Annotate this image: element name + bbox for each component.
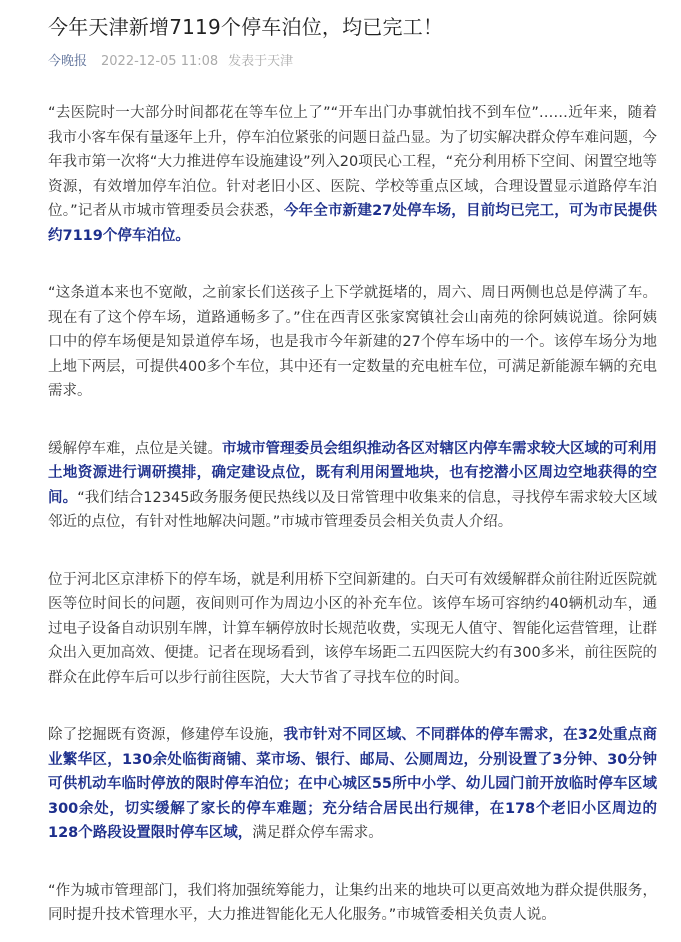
article-paragraph (48, 437, 657, 535)
paragraph-text: “去医院时一大部分时间都花在等车位上了”“开车出门办事就怕找不到车位”……近年来，随着我市小客车保有量逐年上升，停车泊位紧张的问题日益凸显。为了切实解决群众停车难问题，今年我市第一次将“大力推进停车设施建设”列入20项民心工程，“充分利用桥下空间、闲置空地等资源，有效增加停车泊位。针对老旧小区、医院、学校等重点区域，合理设置显示道路停车泊位。”记者从市城市管理委员会获悉， (48, 105, 657, 219)
author-link[interactable]: 今晚报 (48, 54, 88, 69)
paragraph-text: “我们结合12345政务服务便民热线以及日常管理中收集来的信息，寻找停车需求较大区域邻近的点位，有针对性地解决问题。”市城市管理委员会相关负责人介绍。 (48, 489, 658, 530)
highlighted-text: 今年全市新建27处停车场，目前均已完工，可为市民提供约7119个停车泊位。 (48, 203, 657, 244)
article-paragraph (48, 568, 657, 691)
paragraph-text: 满足群众停车需求。 (252, 825, 383, 841)
article-paragraph (48, 101, 657, 248)
article-paragraph (48, 723, 657, 846)
publish-location: 发表于天津 (228, 54, 294, 69)
paragraph-text: “作为城市管理部门，我们将加强统筹能力，让集约出来的地块可以更高效地为群众提供服务，同时提升技术管理水平，大力推进智能化无人化服务。”市城管委相关负责人说。 (48, 882, 657, 923)
paragraph-text: 位于河北区京津桥下的停车场，就是利用桥下空间新建的。白天可有效缓解群众前往附近医院就医等位时间长的问题，夜间则可作为周边小区的补充车位。该停车场可容纳约40辆机动车，通过电子设备自动识别车牌，计算车辆停放时长规范收费，实现无人值守、智能化运营管理，让群众出入更加高效、便捷。记者在现场看到，该停车场距二五四医院大约有300多米，前往医院的群众在此停车后可以步行前往医院，大大节省了寻找车位的时间。 (48, 571, 657, 686)
article-paragraph (48, 281, 657, 404)
paragraph-text: 除了挖掘既有资源，修建停车设施， (48, 727, 284, 743)
article-meta (48, 53, 657, 71)
paragraph-text: “这条道本来也不宽敞，之前家长们送孩子上下学就挺堵的，周六、周日两侧也总是停满了车。现在有了这个停车场，道路通畅多了。”住在西青区张家窝镇社会山南苑的徐阿姨说道。徐阿姨口中的停车场便是知景道停车场，也是我市今年新建的27个停车场中的一个。该停车场分为地上地下两层，可提供400多个车位，其中还有一定数量的充电桩车位，可满足新能源车辆的充电需求。 (48, 285, 657, 399)
article-paragraph (48, 879, 657, 928)
highlighted-text: 我市针对不同区域、不同群体的停车需求，在32处重点商业繁华区，130余处临街商铺、菜市场、银行、邮局、公厕周边，分别设置了3分钟、30分钟可供机动车临时停放的限时停车泊位；在中心城区55所中小学、幼儿园门前开放临时停车区域300余处，切实缓解了家长的停车难题；充分结合居民出行规律，在178个老旧小区周边的128个路段设置限时停车区域， (48, 727, 657, 841)
highlighted-text: 市城市管理委员会组织推动各区对辖区内停车需求较大区域的可利用土地资源进行调研摸排，确定建设点位，既有利用闲置地块，也有挖潜小区周边空地获得的空间。 (48, 440, 657, 506)
article-body (48, 101, 657, 928)
article-title: 今年天津新增7119个停车泊位，均已完工！ (48, 15, 444, 39)
paragraph-text: 缓解停车难，点位是关键。 (48, 440, 222, 457)
publish-date: 2022-12-05 11:08 (101, 54, 219, 69)
